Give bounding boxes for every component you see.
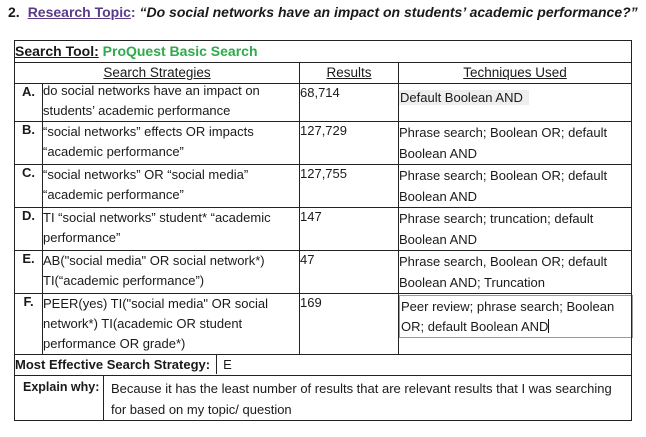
strategy-line: TI “social networks” student* “academic	[43, 210, 271, 225]
search-strategy-cell	[43, 251, 300, 294]
topic-colon: :	[130, 4, 136, 20]
results-header: Results	[300, 63, 399, 84]
technique-line: Phrase search, Boolean OR; default	[399, 254, 608, 269]
editing-text-box[interactable]	[399, 295, 633, 338]
strategy-line: network*) TI(academic OR student	[43, 316, 243, 331]
technique-line: Boolean AND	[399, 189, 478, 204]
explain-cell	[15, 376, 632, 421]
technique-line: Boolean AND; Truncation	[399, 275, 545, 290]
row-letter: D.	[15, 208, 43, 251]
research-question: “Do social networks have an impact on students’ academic performance?”	[139, 4, 638, 20]
search-tool-row	[15, 41, 632, 63]
strategy-row	[15, 251, 632, 294]
explain-row	[15, 376, 632, 421]
techniques-cell	[399, 84, 632, 122]
explain-text: Because it has the least number of results that are relevant results that I was searching for based on my topic/ question	[111, 381, 612, 417]
strategies-header: Search Strategies	[15, 63, 300, 84]
technique-line: OR; default Boolean AND	[401, 319, 549, 334]
search-strategy-cell	[43, 84, 300, 122]
strategy-line: “social networks” OR “social media”	[43, 167, 249, 182]
strategy-line: performance OR grade*)	[43, 336, 186, 351]
strategy-row	[15, 122, 632, 165]
research-topic-label: Research Topic	[27, 4, 131, 20]
strategy-row	[15, 84, 632, 122]
strategy-line: “social networks” effects OR impacts	[43, 124, 254, 139]
techniques-cell	[399, 208, 632, 251]
strategy-line: AB("social media" OR social network*)	[43, 253, 265, 268]
strategy-line: do social networks have an impact on	[43, 83, 260, 98]
strategy-line: “academic performance”	[43, 187, 184, 202]
strategy-line: PEER(yes) TI("social media" OR social	[43, 296, 268, 311]
strategy-row	[15, 165, 632, 208]
technique-line: Phrase search; Boolean OR; default	[399, 125, 608, 140]
technique-line: Default Boolean AND	[399, 90, 529, 105]
row-letter: A.	[15, 84, 43, 122]
search-strategy-cell	[43, 122, 300, 165]
results-count: 68,714	[300, 84, 399, 122]
most-effective-cell	[15, 355, 632, 376]
row-letter: F.	[15, 294, 43, 355]
row-letter: E.	[15, 251, 43, 294]
row-letter: C.	[15, 165, 43, 208]
results-count: 147	[300, 208, 399, 251]
techniques-cell	[399, 165, 632, 208]
most-effective-label: Most Effective Search Strategy:	[15, 355, 217, 374]
search-strategy-table	[14, 40, 632, 421]
technique-line: Boolean AND	[399, 232, 478, 247]
search-strategy-cell	[43, 208, 300, 251]
technique-line: Phrase search; Boolean OR; default	[399, 168, 608, 183]
techniques-cell	[399, 122, 632, 165]
techniques-cell	[399, 251, 632, 294]
explain-label: Explain why:	[15, 376, 104, 420]
question-number: 2.	[8, 4, 20, 20]
technique-line: Peer review; phrase search; Boolean	[401, 299, 615, 314]
technique-line: Phrase search; truncation; default	[399, 211, 594, 226]
results-count: 169	[300, 294, 399, 355]
row-letter: B.	[15, 122, 43, 165]
strategy-row	[15, 294, 632, 355]
strategy-line: performance”	[43, 230, 121, 245]
results-count: 127,729	[300, 122, 399, 165]
search-tool-cell	[15, 41, 632, 63]
search-strategy-cell	[43, 294, 300, 355]
search-strategy-cell	[43, 165, 300, 208]
results-count: 127,755	[300, 165, 399, 208]
strategy-line: students’ academic performance	[43, 103, 231, 118]
strategy-line: “academic performance”	[43, 144, 184, 159]
most-effective-row	[15, 355, 632, 376]
results-count: 47	[300, 251, 399, 294]
most-effective-value: E	[223, 357, 232, 372]
strategy-row	[15, 208, 632, 251]
technique-line: Boolean AND	[399, 146, 478, 161]
techniques-header: Techniques Used	[399, 63, 632, 84]
search-tool-label: Search Tool:	[15, 43, 99, 59]
search-tool-name: ProQuest Basic Search	[102, 43, 258, 59]
text-cursor	[548, 319, 549, 333]
techniques-cell[interactable]	[399, 294, 632, 355]
question-heading	[8, 3, 638, 21]
strategy-line: TI(“academic performance”)	[43, 273, 205, 288]
